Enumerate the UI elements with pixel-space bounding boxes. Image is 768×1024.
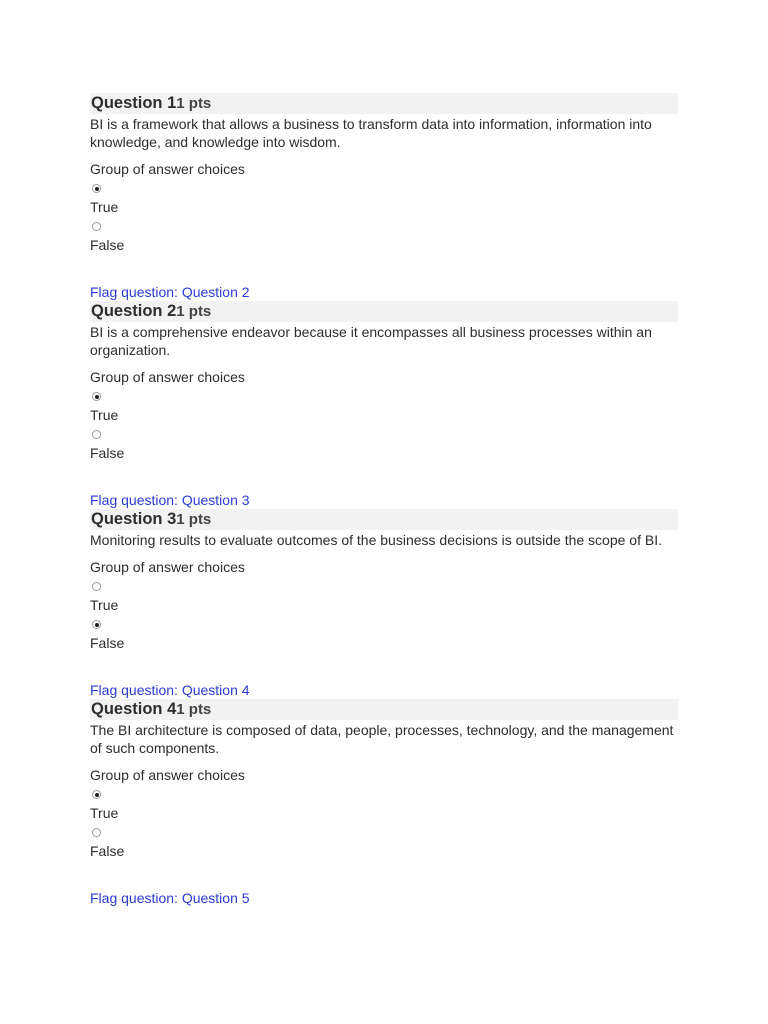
question-header — [90, 93, 678, 114]
answer-choice-true[interactable] — [90, 392, 678, 424]
choice-label: False — [90, 635, 125, 651]
question-3 — [90, 509, 678, 699]
flag-question-link[interactable]: Flag question: Question 5 — [90, 890, 250, 906]
answer-group-label: Group of answer choices — [90, 767, 245, 783]
answer-choice-true[interactable] — [90, 790, 678, 822]
question-text: The BI architecture is composed of data, people, processes, technology, and the management of such components. — [90, 722, 674, 756]
choice-label: True — [90, 597, 119, 613]
radio-button[interactable] — [92, 392, 101, 401]
answer-choice-true[interactable] — [90, 184, 678, 216]
choice-label: True — [90, 199, 119, 215]
question-points: 1 pts — [176, 511, 212, 528]
radio-button[interactable] — [92, 430, 101, 439]
choice-label: True — [90, 407, 119, 423]
radio-button[interactable] — [92, 184, 101, 193]
choice-label: True — [90, 805, 119, 821]
radio-button[interactable] — [92, 222, 101, 231]
flag-question-link[interactable]: Flag question: Question 4 — [90, 682, 250, 698]
flag-question-link[interactable]: Flag question: Question 3 — [90, 492, 250, 508]
answer-choice-true[interactable] — [90, 582, 678, 614]
choice-label: False — [90, 843, 125, 859]
question-text: Monitoring results to evaluate outcomes of the business decisions is outside the scope of BI. — [90, 532, 662, 548]
question-2 — [90, 301, 678, 509]
question-1 — [90, 93, 678, 301]
question-title: Question 3 — [91, 510, 177, 528]
question-header — [90, 509, 678, 530]
question-4 — [90, 699, 678, 907]
answer-choice-false[interactable] — [90, 828, 678, 860]
question-header — [90, 301, 678, 322]
radio-button[interactable] — [92, 620, 101, 629]
question-title: Question 4 — [91, 700, 177, 718]
quiz-questions — [90, 93, 678, 907]
radio-button[interactable] — [92, 790, 101, 799]
answer-choice-false[interactable] — [90, 430, 678, 462]
radio-button[interactable] — [92, 582, 101, 591]
answer-choice-false[interactable] — [90, 620, 678, 652]
choice-label: False — [90, 445, 125, 461]
answer-group-label: Group of answer choices — [90, 559, 245, 575]
question-points: 1 pts — [176, 95, 212, 112]
question-points: 1 pts — [176, 701, 212, 718]
answer-choice-false[interactable] — [90, 222, 678, 254]
question-title: Question 2 — [91, 302, 177, 320]
question-points: 1 pts — [176, 303, 212, 320]
answer-group-label: Group of answer choices — [90, 161, 245, 177]
question-text: BI is a framework that allows a business to transform data into information, information into knowledge, and knowledge into wisdom. — [90, 116, 652, 150]
question-header — [90, 699, 678, 720]
flag-question-link[interactable]: Flag question: Question 2 — [90, 284, 250, 300]
question-text: BI is a comprehensive endeavor because it encompasses all business processes within an organization. — [90, 324, 652, 358]
radio-button[interactable] — [92, 828, 101, 837]
answer-group-label: Group of answer choices — [90, 369, 245, 385]
question-title: Question 1 — [91, 94, 177, 112]
choice-label: False — [90, 237, 125, 253]
